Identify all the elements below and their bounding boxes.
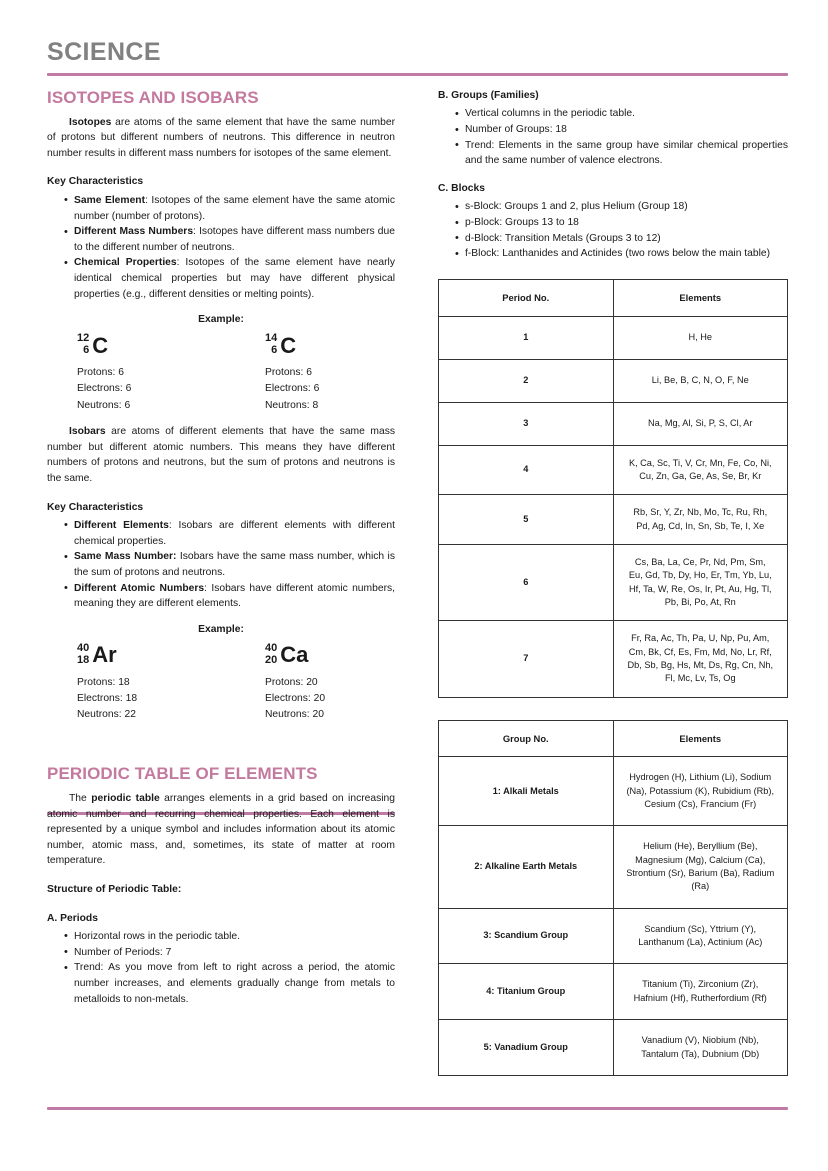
cell-period-no: 2 bbox=[439, 359, 614, 402]
nuclide-carbon-12 bbox=[47, 333, 221, 414]
isobars-example-label: Example: bbox=[198, 623, 244, 635]
protons-count: Protons: 18 bbox=[77, 676, 130, 688]
table-row bbox=[439, 359, 788, 402]
list-item: • Trend: As you move from left to right across a period, the atomic number increases, and elements gradually change from metals to metalloids to non-metals. bbox=[64, 960, 395, 1007]
list-item bbox=[64, 255, 395, 302]
neutrons-count: Neutrons: 20 bbox=[265, 709, 324, 721]
element-symbol: C bbox=[280, 332, 297, 358]
isobars-intro-lead: Isobars bbox=[69, 425, 106, 437]
bullet-term: Same Mass Number: bbox=[74, 551, 177, 563]
list-item: • Trend: Elements in the same group have similar chemical properties and the same number of valence electrons. bbox=[455, 138, 788, 169]
cell-period-no: 3 bbox=[439, 402, 614, 445]
list-item: • d-Block: Transition Metals (Groups 3 to 12) bbox=[455, 231, 788, 247]
cell-elements: Scandium (Sc), Yttrium (Y), Lanthanum (La), Actinium (Ac) bbox=[613, 908, 788, 964]
nuclide-carbon-14 bbox=[221, 333, 395, 414]
cell-group-no: 5: Vanadium Group bbox=[439, 1020, 614, 1076]
bullet-text: : Isotopes have different mass numbers due to the different number of neutrons. bbox=[74, 226, 395, 253]
isobars-key-characteristics-label: Key Characteristics bbox=[47, 501, 144, 513]
bullet-text: : Isobars are different elements with different chemical properties. bbox=[74, 519, 395, 547]
periods-bullets-list bbox=[47, 929, 395, 1007]
cell-period-no: 1 bbox=[439, 316, 614, 359]
bullet-term: Different Atomic Numbers bbox=[74, 582, 205, 594]
page-title: SCIENCE bbox=[47, 38, 161, 66]
list-item: • p-Block: Groups 13 to 18 bbox=[455, 215, 788, 231]
cell-elements: Titanium (Ti), Zirconium (Zr), Hafnium (Hf), Rutherfordium (Rf) bbox=[613, 964, 788, 1020]
mass-number: 40 bbox=[265, 641, 278, 654]
nuclide-argon-40 bbox=[47, 643, 221, 724]
table-row bbox=[439, 964, 788, 1020]
electrons-count: Electrons: 18 bbox=[77, 692, 138, 704]
nuclide-notation bbox=[77, 333, 221, 358]
periodic-table-section-heading: PERIODIC TABLE OF ELEMENTS bbox=[47, 764, 318, 784]
mass-number: 14 bbox=[265, 332, 278, 345]
periodic-table-intro-paragraph bbox=[47, 791, 395, 869]
cell-elements: K, Ca, Sc, Ti, V, Cr, Mn, Fe, Co, Ni, Cu, Zn, Ga, Ge, As, Se, Br, Kr bbox=[613, 445, 788, 495]
isotopes-key-characteristics-list bbox=[47, 193, 395, 302]
isotopes-intro-lead: Isotopes bbox=[69, 116, 112, 128]
nuclide-notation bbox=[77, 643, 221, 668]
isotopes-section-heading: ISOTOPES AND ISOBARS bbox=[47, 88, 259, 107]
table-row bbox=[439, 402, 788, 445]
column-header-elements: Elements bbox=[613, 720, 788, 757]
isotopes-intro-paragraph bbox=[47, 115, 395, 162]
table-row bbox=[439, 621, 788, 697]
cell-elements: Vanadium (V), Niobium (Nb), Tantalum (Ta), Dubnium (Db) bbox=[613, 1020, 788, 1076]
protons-count: Protons: 20 bbox=[265, 676, 318, 688]
isotopes-example-row bbox=[47, 333, 395, 414]
column-header-elements: Elements bbox=[613, 280, 788, 317]
cell-elements: Helium (He), Beryllium (Be), Magnesium (Mg), Calcium (Ca), Strontium (Sr), Barium (Ba), Radium (Ra) bbox=[613, 826, 788, 908]
blocks-bullets-list bbox=[438, 199, 788, 262]
table-row bbox=[439, 316, 788, 359]
table-row bbox=[439, 545, 788, 621]
cell-group-no: 1: Alkali Metals bbox=[439, 757, 614, 826]
mass-number: 40 bbox=[77, 641, 90, 654]
element-symbol: Ca bbox=[280, 642, 309, 668]
periods-table bbox=[438, 279, 788, 698]
atomic-number: 18 bbox=[77, 653, 90, 666]
intro-bold: periodic table bbox=[91, 792, 160, 804]
nuclide-numbers bbox=[77, 643, 89, 668]
intro-prefix: The bbox=[69, 792, 92, 804]
bullet-term: Different Mass Numbers bbox=[74, 226, 194, 238]
nuclide-notation bbox=[265, 333, 395, 358]
cell-elements: Fr, Ra, Ac, Th, Pa, U, Np, Pu, Am, Cm, Bk, Cf, Es, Fm, Md, No, Lr, Rf, Db, Sb, Bg, Hs, Mt, Ds, Rg, Cn, Nh, Fl, Mc, Lv, Ts, Og bbox=[613, 621, 788, 697]
cell-period-no: 7 bbox=[439, 621, 614, 697]
cell-group-no: 2: Alkaline Earth Metals bbox=[439, 826, 614, 908]
list-item bbox=[64, 581, 395, 612]
isobars-intro-paragraph bbox=[47, 424, 395, 487]
bullet-term: Chemical Properties bbox=[74, 257, 177, 269]
isobars-intro-rest: are atoms of different elements that have the same mass number but different atomic numbers. This means they have different numbers of protons and neutrons, but the sum of protons and neutrons is the same. bbox=[47, 425, 395, 484]
cell-elements: Hydrogen (H), Lithium (Li), Sodium (Na), Potassium (K), Rubidium (Rb), Cesium (Cs), Francium (Fr) bbox=[613, 757, 788, 826]
bullet-text: : Isobars have different atomic numbers, meaning they are different elements. bbox=[74, 582, 396, 610]
cell-elements: H, He bbox=[613, 316, 788, 359]
table-row bbox=[439, 908, 788, 964]
bullet-text: : Isotopes of the same element have nearly identical chemical properties but may have different physical properties (e.g., different densities or melting points). bbox=[74, 257, 395, 300]
list-item: • Number of Periods: 7 bbox=[64, 945, 395, 961]
groups-bullets-list bbox=[438, 106, 788, 169]
element-symbol: Ar bbox=[92, 642, 117, 668]
element-symbol: C bbox=[92, 332, 109, 358]
table-row bbox=[439, 495, 788, 545]
cell-elements: Cs, Ba, La, Ce, Pr, Nd, Pm, Sm, Eu, Gd, Tb, Dy, Ho, Er, Tm, Yb, Lu, Hf, Ta, W, Re, Os, Ir, Pt, Au, Hg, Tl, Pb, Bi, Po, At, Rn bbox=[613, 545, 788, 621]
list-item: • f-Block: Lanthanides and Actinides (two rows below the main table) bbox=[455, 246, 788, 262]
groups-table bbox=[438, 720, 788, 1076]
list-item bbox=[64, 549, 395, 580]
list-item: • s-Block: Groups 1 and 2, plus Helium (Group 18) bbox=[455, 199, 788, 215]
cell-elements: Li, Be, B, C, N, O, F, Ne bbox=[613, 359, 788, 402]
list-item bbox=[64, 193, 395, 224]
header-divider bbox=[47, 73, 788, 76]
nuclide-facts bbox=[265, 675, 395, 724]
nuclide-calcium-40 bbox=[221, 643, 395, 724]
cell-group-no: 4: Titanium Group bbox=[439, 964, 614, 1020]
nuclide-numbers bbox=[77, 333, 89, 358]
isotopes-intro-rest: are atoms of the same element that have the same number of protons but different numbers of neutrons. This difference in neutron number results in different mass numbers for isotopes of the same element. bbox=[47, 116, 395, 159]
nuclide-facts bbox=[77, 675, 221, 724]
neutrons-count: Neutrons: 22 bbox=[77, 709, 136, 721]
isobars-key-characteristics-list bbox=[47, 518, 395, 612]
table-header-row bbox=[439, 280, 788, 317]
isotopes-key-characteristics-label: Key Characteristics bbox=[47, 176, 144, 188]
cell-period-no: 5 bbox=[439, 495, 614, 545]
electrons-count: Electrons: 20 bbox=[265, 692, 326, 704]
bullet-term: Different Elements bbox=[74, 519, 169, 531]
isobars-example-row bbox=[47, 643, 395, 724]
neutrons-count: Neutrons: 8 bbox=[265, 399, 319, 411]
atomic-number: 6 bbox=[271, 344, 278, 357]
mass-number: 12 bbox=[77, 332, 90, 345]
intro-rest: arranges elements in a grid based on increasing atomic number and recurring chemical properties. Each element is represented by a unique symbol and includes information about its atomic number, atomic mass, and, sometimes, its state of matter at room temperature. bbox=[47, 792, 395, 867]
cell-period-no: 4 bbox=[439, 445, 614, 495]
bullet-term: Same Element bbox=[74, 194, 146, 206]
cell-elements: Rb, Sr, Y, Zr, Nb, Mo, Tc, Ru, Rh, Pd, Ag, Cd, In, Sn, Sb, Te, I, Xe bbox=[613, 495, 788, 545]
atomic-number: 20 bbox=[265, 653, 278, 666]
table-row bbox=[439, 826, 788, 908]
cell-elements: Na, Mg, Al, Si, P, S, Cl, Ar bbox=[613, 402, 788, 445]
footer-divider bbox=[47, 1107, 788, 1110]
list-item bbox=[64, 518, 395, 549]
atomic-number: 6 bbox=[83, 344, 90, 357]
cell-period-no: 6 bbox=[439, 545, 614, 621]
isotopes-example-label: Example: bbox=[198, 314, 244, 326]
right-column bbox=[438, 88, 788, 1098]
nuclide-facts bbox=[77, 365, 221, 414]
bullet-text: Isobars have the same mass number, which is the sum of protons and neutrons. bbox=[74, 551, 395, 578]
nuclide-notation bbox=[265, 643, 395, 668]
protons-count: Protons: 6 bbox=[265, 367, 312, 379]
electrons-count: Electrons: 6 bbox=[77, 383, 132, 395]
neutrons-count: Neutrons: 6 bbox=[77, 399, 131, 411]
list-item bbox=[64, 224, 395, 255]
nuclide-numbers bbox=[265, 333, 277, 358]
column-header-group-no: Group No. bbox=[439, 720, 614, 757]
table-header-row bbox=[439, 720, 788, 757]
periods-label: A. Periods bbox=[47, 912, 98, 924]
list-item: • Number of Groups: 18 bbox=[455, 122, 788, 138]
table-row bbox=[439, 1020, 788, 1076]
list-item: • Vertical columns in the periodic table. bbox=[455, 106, 788, 122]
list-item: • Horizontal rows in the periodic table. bbox=[64, 929, 395, 945]
table-row bbox=[439, 757, 788, 826]
left-column bbox=[47, 88, 395, 1019]
nuclide-facts bbox=[265, 365, 395, 414]
structure-label: Structure of Periodic Table: bbox=[47, 884, 182, 896]
blocks-label: C. Blocks bbox=[438, 183, 485, 194]
protons-count: Protons: 6 bbox=[77, 367, 124, 379]
table-row bbox=[439, 445, 788, 495]
groups-label: B. Groups (Families) bbox=[438, 90, 539, 101]
cell-group-no: 3: Scandium Group bbox=[439, 908, 614, 964]
electrons-count: Electrons: 6 bbox=[265, 383, 320, 395]
nuclide-numbers bbox=[265, 643, 277, 668]
column-header-period-no: Period No. bbox=[439, 280, 614, 317]
bullet-text: : Isotopes of the same element have the same atomic number (number of protons). bbox=[74, 194, 395, 222]
